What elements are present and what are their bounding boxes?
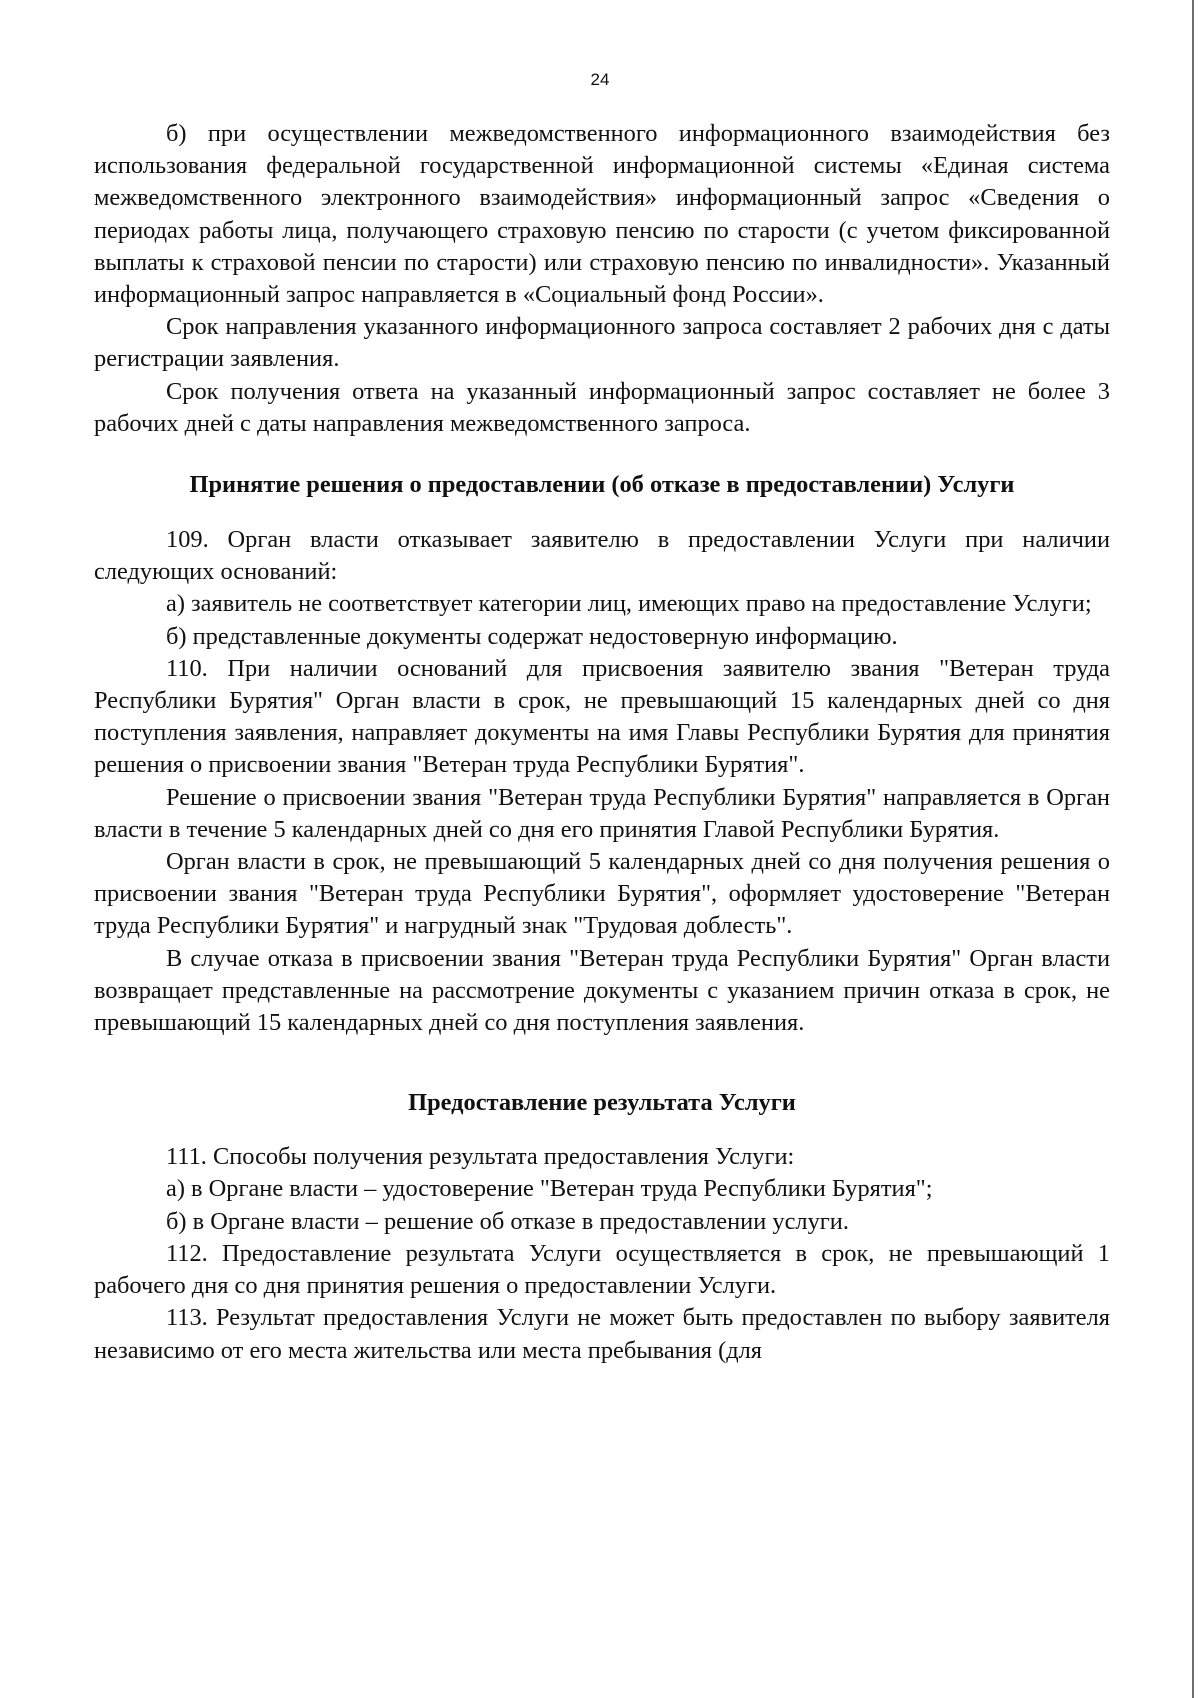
paragraph-110-refusal: В случае отказа в присвоении звания "Ветеран труда Республики Бурятия" Орган власти возвращает представленные на рассмотрение документы с указанием причин отказа в срок, не превышающий 15 календарных дней со дня поступления заявления. — [94, 944, 1110, 1037]
paragraph-109-a: а) заявитель не соответствует категории лиц, имеющих право на предоставление Услуги; — [166, 590, 1092, 618]
paragraph-109: 109. Орган власти отказывает заявителю в предоставлении Услуги при наличии следующих оснований: — [94, 526, 1110, 586]
paragraph-b-interagency-request: б) при осуществлении межведомственного информационного взаимодействия без использования федеральной государственной информационной системы «Единая система межведомственного электронного взаимодействия» информационный запрос «Сведения о периодах работы лица, получающего страховую пенсию по старости (с учетом фиксированной выплаты к страховой пенсии по старости) или страховую пенсию по инвалидности». Указанный информационный запрос направляется в «Социальный фонд России». — [94, 120, 1110, 309]
paragraph-request-deadline: Срок направления указанного информационного запроса составляет 2 рабочих дня с даты регистрации заявления. — [94, 313, 1110, 373]
page-number: 24 — [590, 70, 610, 89]
paragraph-110: 110. При наличии оснований для присвоения заявителю звания "Ветеран труда Республики Бурятия" Орган власти в срок, не превышающий 15 календарных дней со дня поступления заявления, направляет документы на имя Главы Республики Бурятия для принятия решения о присвоении звания "Ветеран труда Республики Бурятия". — [94, 654, 1110, 779]
section-heading-result: Предоставление результата Услуги — [408, 1089, 796, 1117]
paragraph-111: 111. Способы получения результата предоставления Услуги: — [166, 1143, 795, 1171]
paragraph-111-a: а) в Органе власти – удостоверение "Ветеран труда Республики Бурятия"; — [166, 1175, 933, 1203]
paragraph-113: 113. Результат предоставления Услуги не может быть предоставлен по выбору заявителя независимо от его места жительства или места пребывания (для — [94, 1304, 1110, 1364]
paragraph-110-decision: Решение о присвоении звания "Ветеран труда Республики Бурятия" направляется в Орган власти в течение 5 календарных дней со дня его принятия Главой Республики Бурятия. — [94, 783, 1110, 843]
paragraph-109-b: б) представленные документы содержат недостоверную информацию. — [166, 622, 898, 650]
page-edge-line — [1192, 0, 1194, 1698]
document-body — [94, 118, 1110, 1367]
paragraph-110-certificate: Орган власти в срок, не превышающий 5 календарных дней со дня получения решения о присвоении звания "Ветеран труда Республики Бурятия", оформляет удостоверение "Ветеран труда Республики Бурятия" и нагрудный знак "Трудовая доблесть". — [94, 848, 1110, 940]
paragraph-response-deadline: Срок получения ответа на указанный информационный запрос составляет не более 3 рабочих дней с даты направления межведомственного запроса. — [94, 377, 1110, 437]
section-heading-decision: Принятие решения о предоставлении (об отказе в предоставлении) Услуги — [189, 471, 1015, 499]
paragraph-112: 112. Предоставление результата Услуги осуществляется в срок, не превышающий 1 рабочего дня со дня принятия решения о предоставлении Услуги. — [94, 1239, 1110, 1300]
paragraph-111-b: б) в Органе власти – решение об отказе в предоставлении услуги. — [166, 1207, 849, 1235]
